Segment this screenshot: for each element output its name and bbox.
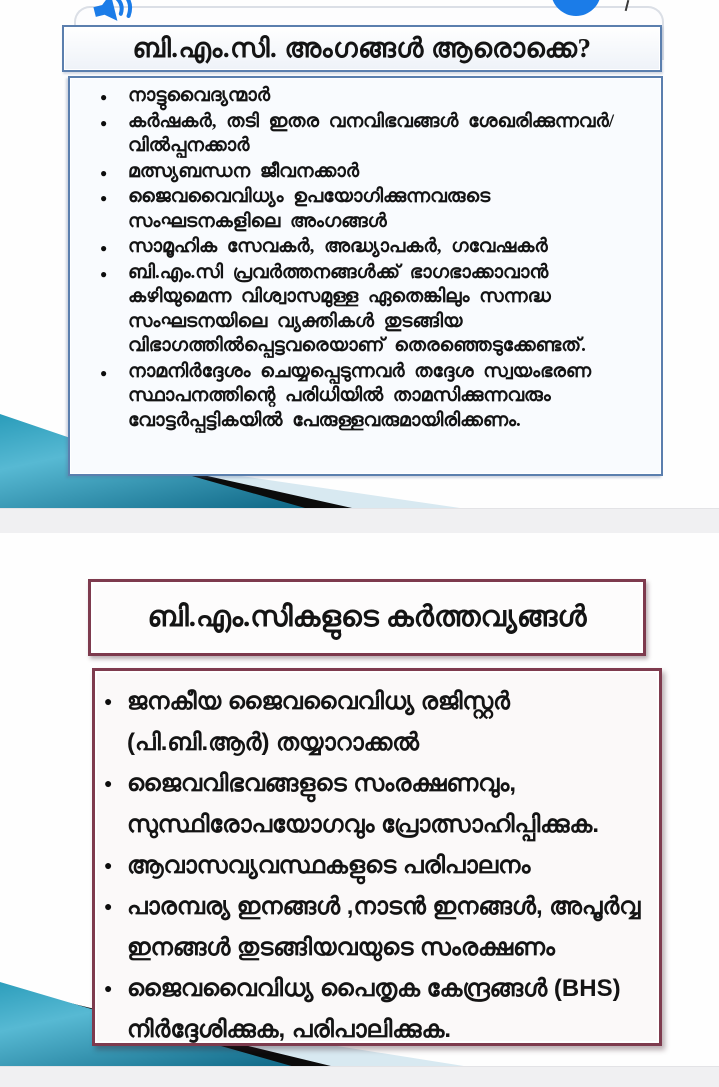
bullet-item: ● ജനകീയ ജൈവവൈവിധ്യ രജിസ്റ്റർ (പി.ബി.ആർ) തയ്യാറാക്കൽ — [127, 681, 649, 763]
slide1-title-box — [62, 25, 662, 72]
slide1-bullet-list — [70, 84, 653, 433]
bullet-item: ● ആവാസവ്യവസ്ഥകളുടെ പരിപാലനം — [127, 845, 649, 886]
bullet-item: ● ജൈവവൈവിധ്യം ഉപയോഗിക്കുന്നവരുടെ സംഘടനകളിലെ അംഗങ്ങൾ — [128, 185, 647, 234]
slide1-title: ബി.എം.സി. അംഗങ്ങൾ ആരൊക്കെ? — [132, 32, 592, 63]
bullet-item: ● ജൈവവിഭവങ്ങളുടെ സംരക്ഷണവും, സുസ്ഥിരോപയോഗവും പ്രോത്സാഹിപ്പിക്കുക. — [127, 763, 649, 845]
slide2-bullet-list — [95, 681, 653, 1050]
bullet-item: ● ബി.എം.സി പ്രവർത്തനങ്ങൾക്ക് ഭാഗഭാക്കാവാൻ കഴിയുമെന്ന വിശ്വാസമുള്ള ഏതെങ്കിലും സന്നദ്ധ സംഘടനയിലെ വ്യക്തികൾ തുടങ്ങിയ വിഭാഗത്തിൽപ്പെട്ടവരെയാണ് തെരഞ്ഞെടുക്കേണ്ടത്. — [128, 261, 647, 359]
bullet-item: ● പാരമ്പര്യ ഇനങ്ങൾ ,നാടൻ ഇനങ്ങൾ, അപൂർവ്വ ഇനങ്ങൾ തുടങ്ങിയവയുടെ സംരക്ഷണം — [127, 886, 649, 968]
slide2-title: ബി.എം.സികളുടെ കർത്തവ്യങ്ങൾ — [147, 601, 587, 633]
bullet-item: ● ജൈവവൈവിധ്യ പൈതൃക കേന്ദ്രങ്ങൾ (BHS) നിർദ്ദേശിക്കുക, പരിപാലിക്കുക. — [127, 968, 649, 1050]
slide2-content-box — [92, 668, 662, 1046]
bottom-band — [0, 1066, 719, 1087]
bullet-item: ● നാമനിർദ്ദേശം ചെയ്യപ്പെടുന്നവർ തദ്ദേശ സ്വയംഭരണ സ്ഥാപനത്തിന്റെ പരിധിയിൽ താമസിക്കുന്നവരും വോട്ടർപ്പട്ടികയിൽ പേരുള്ളവരുമായിരിക്കണം. — [128, 360, 647, 434]
bullet-item: ● മത്സ്യബന്ധന ജീവനക്കാർ — [128, 160, 647, 185]
bullet-item: ● നാട്ടുവൈദ്യന്മാർ — [128, 84, 647, 109]
bullet-item: ● സാമൂഹിക സേവകർ, അദ്ധ്യാപകർ, ഗവേഷകർ — [128, 235, 647, 260]
slide-separator-band — [0, 508, 719, 533]
slide1-content-box — [68, 76, 663, 476]
bullet-item: ● കർഷകർ, തടി ഇതര വനവിഭവങ്ങൾ ശേഖരിക്കുന്നവർ/വിൽപ്പനക്കാർ — [128, 110, 647, 159]
slide2-title-box — [88, 579, 646, 656]
